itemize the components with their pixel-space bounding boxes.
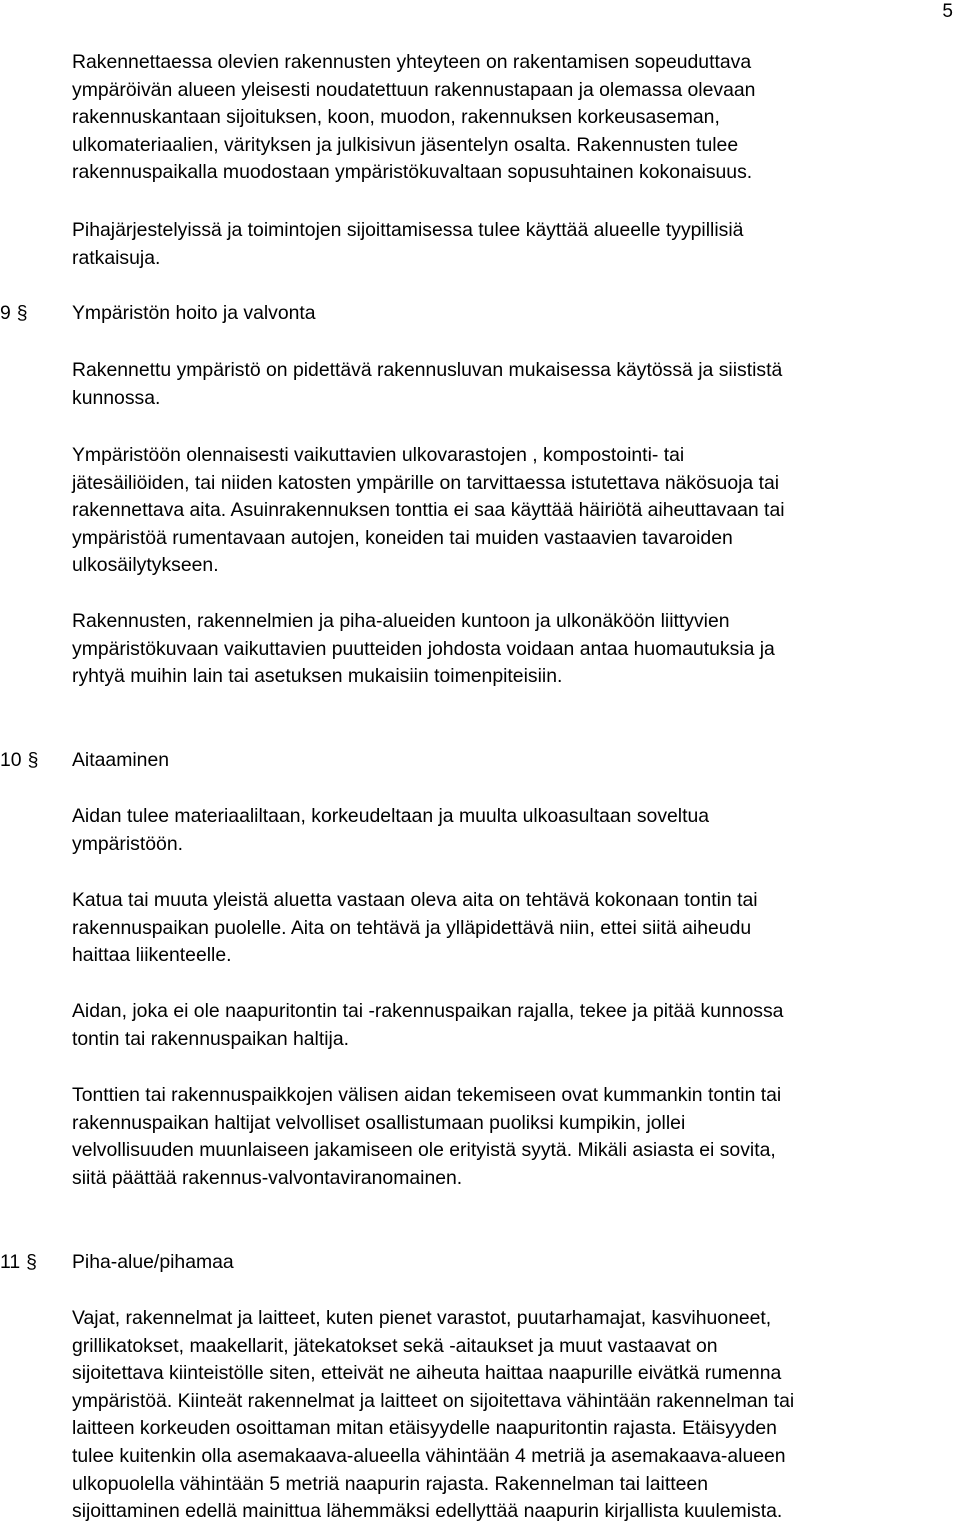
section-number: 9 xyxy=(0,302,11,324)
paragraph-outdoor-storage: Ympäristöön olennaisesti vaikuttavien ulkovarastojen , kompostointi- tai jätesäiliöiden, tai niiden katosten ympärille on tarvittaessa istutettava näkösuoja tai rakennettava aita. Asuinrakennuksen tonttia ei saa käyttää häiriötä aiheuttavaan tai ympäristöä rumentavaan autojen, koneiden tai muiden vastaavien tavaroiden ulkosäilytykseen. xyxy=(72,444,785,577)
paragraph-shared-fence: Tonttien tai rakennuspaikkojen välisen aidan tekemiseen ovat kummankin tontin tai rakennuspaikan haltijat velvolliset osallistumaan puoliksi kumpikin, jollei velvollisuuden muunlaiseen jakamiseen ole erityistä syytä. Mikäli asiasta ei sovita, siitä päättää rakennus-valvontaviranomainen. xyxy=(72,1084,782,1189)
paragraph-maintained-environment: Rakennettu ympäristö on pidettävä rakennusluvan mukaisessa käytössä ja siististä kunnossa. xyxy=(72,359,783,409)
paragraph-fence-street: Katua tai muuta yleistä aluetta vastaan oleva aita on tehtävä kokonaan tontin tai rakennuspaikan puolelle. Aita on tehtävä ja ylläpidettävä niin, ettei siitä aiheudu haittaa liikenteelle. xyxy=(72,889,758,967)
section-title: Aitaaminen xyxy=(72,749,170,771)
paragraph-yard-arrangements: Pihajärjestelyissä ja toimintojen sijoittamisessa tulee käyttää alueelle tyypillisiä ratkaisuja. xyxy=(72,219,744,269)
page-number: 5 xyxy=(942,1,953,22)
section-number: 10 xyxy=(0,749,22,771)
section-symbol: § xyxy=(27,749,39,771)
section-title: Piha-alue/pihamaa xyxy=(72,1251,234,1273)
paragraph-remarks: Rakennusten, rakennelmien ja piha-alueiden kuntoon ja ulkonäköön liittyvien ympäristökuvaan vaikuttavien puutteiden johdosta voidaan antaa huomautuksia ja ryhtyä muihin lain tai asetuksen mukaisiin toimenpiteisiin. xyxy=(72,610,775,688)
paragraph-fence-material: Aidan tulee materiaaliltaan, korkeudeltaan ja muulta ulkoasultaan soveltua ympäristöön. xyxy=(72,805,710,855)
section-heading-11 xyxy=(0,1249,900,1277)
section-heading-9 xyxy=(0,300,900,328)
section-title: Ympäristön hoito ja valvonta xyxy=(72,302,316,324)
section-heading-10 xyxy=(0,747,900,775)
section-symbol: § xyxy=(16,302,28,324)
paragraph-adaptation: Rakennettaessa olevien rakennusten yhteyteen on rakentamisen sopeuduttava ympäröivän alueen yleisesti noudatettuun rakennustapaan ja olemassa olevaan rakennuskantaan sijoituksen, koon, muodon, rakennuksen korkeusaseman, ulkomateriaalien, värityksen ja julkisivun jäsentelyn osalta. Rakennusten tulee rakennuspaikalla muodostaan ympäristökuvaltaan sopusuhtainen kokonaisuus. xyxy=(72,51,756,184)
section-number: 11 xyxy=(0,1251,21,1273)
paragraph-sheds-structures: Vajat, rakennelmat ja laitteet, kuten pienet varastot, puutarhamajat, kasvihuoneet, grillikatokset, maakellarit, jätekatokset sekä -aitaukset ja muut vastaavat on sijoitettava kiinteistölle siten, etteivät ne aiheuta haittaa naapurille eivätkä rumenna ympäristöä. Kiinteät rakennelmat ja laitteet on sijoitettava vähintään rakennelman tai laitteen korkeuden osoittaman mitan etäisyydelle naapuritontin rajasta. Etäisyyden tulee kuitenkin olla asemakaava-alueella vähintään 4 metriä ja asemakaava-alueen ulkopuolella vähintään 5 metriä naapurin rajasta. Rakennelman tai laitteen sijoittaminen edellä mainittua lähemmäksi edellyttää naapurin kirjallista kuulemista. xyxy=(72,1307,795,1523)
paragraph-fence-owner: Aidan, joka ei ole naapuritontin tai -rakennuspaikan rajalla, tekee ja pitää kunnossa tontin tai rakennuspaikan haltija. xyxy=(72,1000,784,1050)
section-symbol: § xyxy=(26,1251,37,1273)
